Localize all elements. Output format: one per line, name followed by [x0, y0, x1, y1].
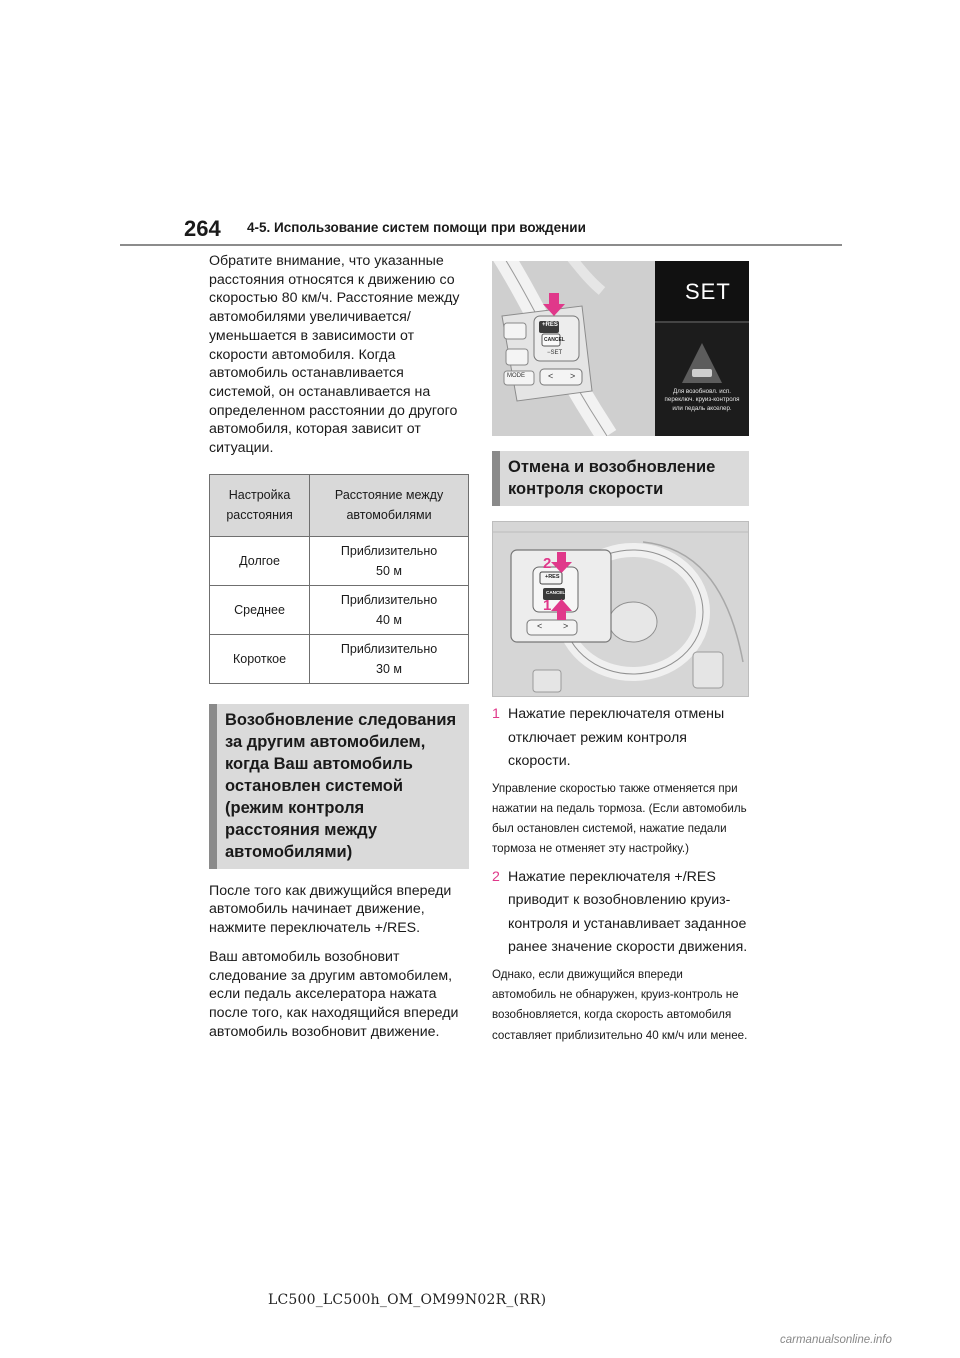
arrow-right-icon: > [570, 371, 576, 381]
page-number: 264 [184, 216, 221, 241]
step-2-text: Нажатие переключателя +/RES приводит к возобновлению круиз-контроля и устанавливает заданное ранее значение скорости движения. [508, 868, 748, 956]
callout-1: 1 [543, 597, 552, 614]
heading-resume-following: Возобновление следования за другим автомобилем, когда Ваш автомобиль остановлен системой (режим контроля расстояния между автомобилями) [209, 704, 469, 869]
cancel-button-label: CANCEL [544, 337, 565, 343]
footer-code: LC500_LC500h_OM_OM99N02R_(RR) [268, 1292, 547, 1308]
step-2-number: 2 [492, 868, 500, 885]
table-row [210, 634, 469, 683]
table-cell-setting: Долгое [210, 536, 310, 585]
res-button-label: +RES [542, 322, 558, 328]
table-row [210, 536, 469, 585]
arrow-right-icon: > [563, 621, 569, 631]
table-cell-distance: Приблизительно 30 м [310, 634, 469, 683]
header-rule [120, 244, 842, 246]
res-button-label: +RES [545, 574, 560, 580]
table-cell-setting: Среднее [210, 585, 310, 634]
table-header-row [210, 474, 469, 536]
section-title: 4-5. Использование систем помощи при вождении [247, 220, 586, 235]
header-distance: Расстояние между автомобилями [310, 474, 469, 536]
arrow-left-icon: < [537, 621, 543, 631]
callout-2: 2 [543, 555, 552, 572]
step-1-text: Нажатие переключателя отмены отключает режим контроля скорости. [508, 706, 725, 769]
heading-cancel-resume: Отмена и возобновление контроля скорости [492, 451, 749, 506]
table-row [210, 585, 469, 634]
display-message: Для возобновл. исп. переключ. круиз-контроля или педаль акселер. [664, 388, 740, 412]
left-column [209, 252, 469, 1041]
step-2 [492, 866, 750, 960]
resume-paragraph-2: Ваш автомобиль возобновит следование за другим автомобилем, если педаль акселератора нажата после того, как находящийся впереди автомобиль возобновит движение. [209, 948, 459, 1040]
note-2: Однако, если движущийся впереди автомобиль не обнаружен, круиз-контроль не возобновляется, когда скорость автомобиля составляет приблизительно 40 км/ч или менее. [492, 967, 748, 1042]
cancel-button-label: CANCEL [546, 590, 566, 595]
resume-paragraph-1: После того как движущийся впереди автомобиль начинает движение, нажмите переключатель +/RES. [209, 882, 452, 937]
table-cell-distance: Приблизительно 50 м [310, 536, 469, 585]
watermark: carmanualsonline.info [780, 1334, 892, 1346]
dashboard-illustration [492, 521, 749, 697]
arrow-left-icon: < [548, 371, 554, 381]
step-1 [492, 703, 750, 774]
distance-table [209, 474, 469, 684]
steering-switch-illustration [492, 261, 749, 436]
table-cell-distance: Приблизительно 40 м [310, 585, 469, 634]
intro-paragraph: Обратите внимание, что указанные расстояния относятся к движению со скоростью 80 км/ч. Расстояние между автомобилями увеличивается/уменьшается в зависимости от скорости автомобиля. Когда автомобиль останавливается системой, он останавливается на определенном расстоянии до другого автомобиля, которая зависит от ситуации. [209, 253, 460, 457]
right-column [492, 261, 750, 1046]
step-1-number: 1 [492, 706, 500, 722]
mode-button-label: MODE [507, 373, 525, 379]
set-button-label: −SET [547, 350, 563, 356]
header-setting: Настройка расстояния [210, 474, 310, 536]
table-cell-setting: Короткое [210, 634, 310, 683]
dashboard-graphic [493, 522, 748, 696]
note-1: Управление скоростью также отменяется при нажатии на педаль тормоза. (Если автомобиль был остановлен системой, нажатие педали тормоза не отменяет эту настройку.) [492, 781, 747, 856]
display-set-title: SET [685, 279, 731, 304]
